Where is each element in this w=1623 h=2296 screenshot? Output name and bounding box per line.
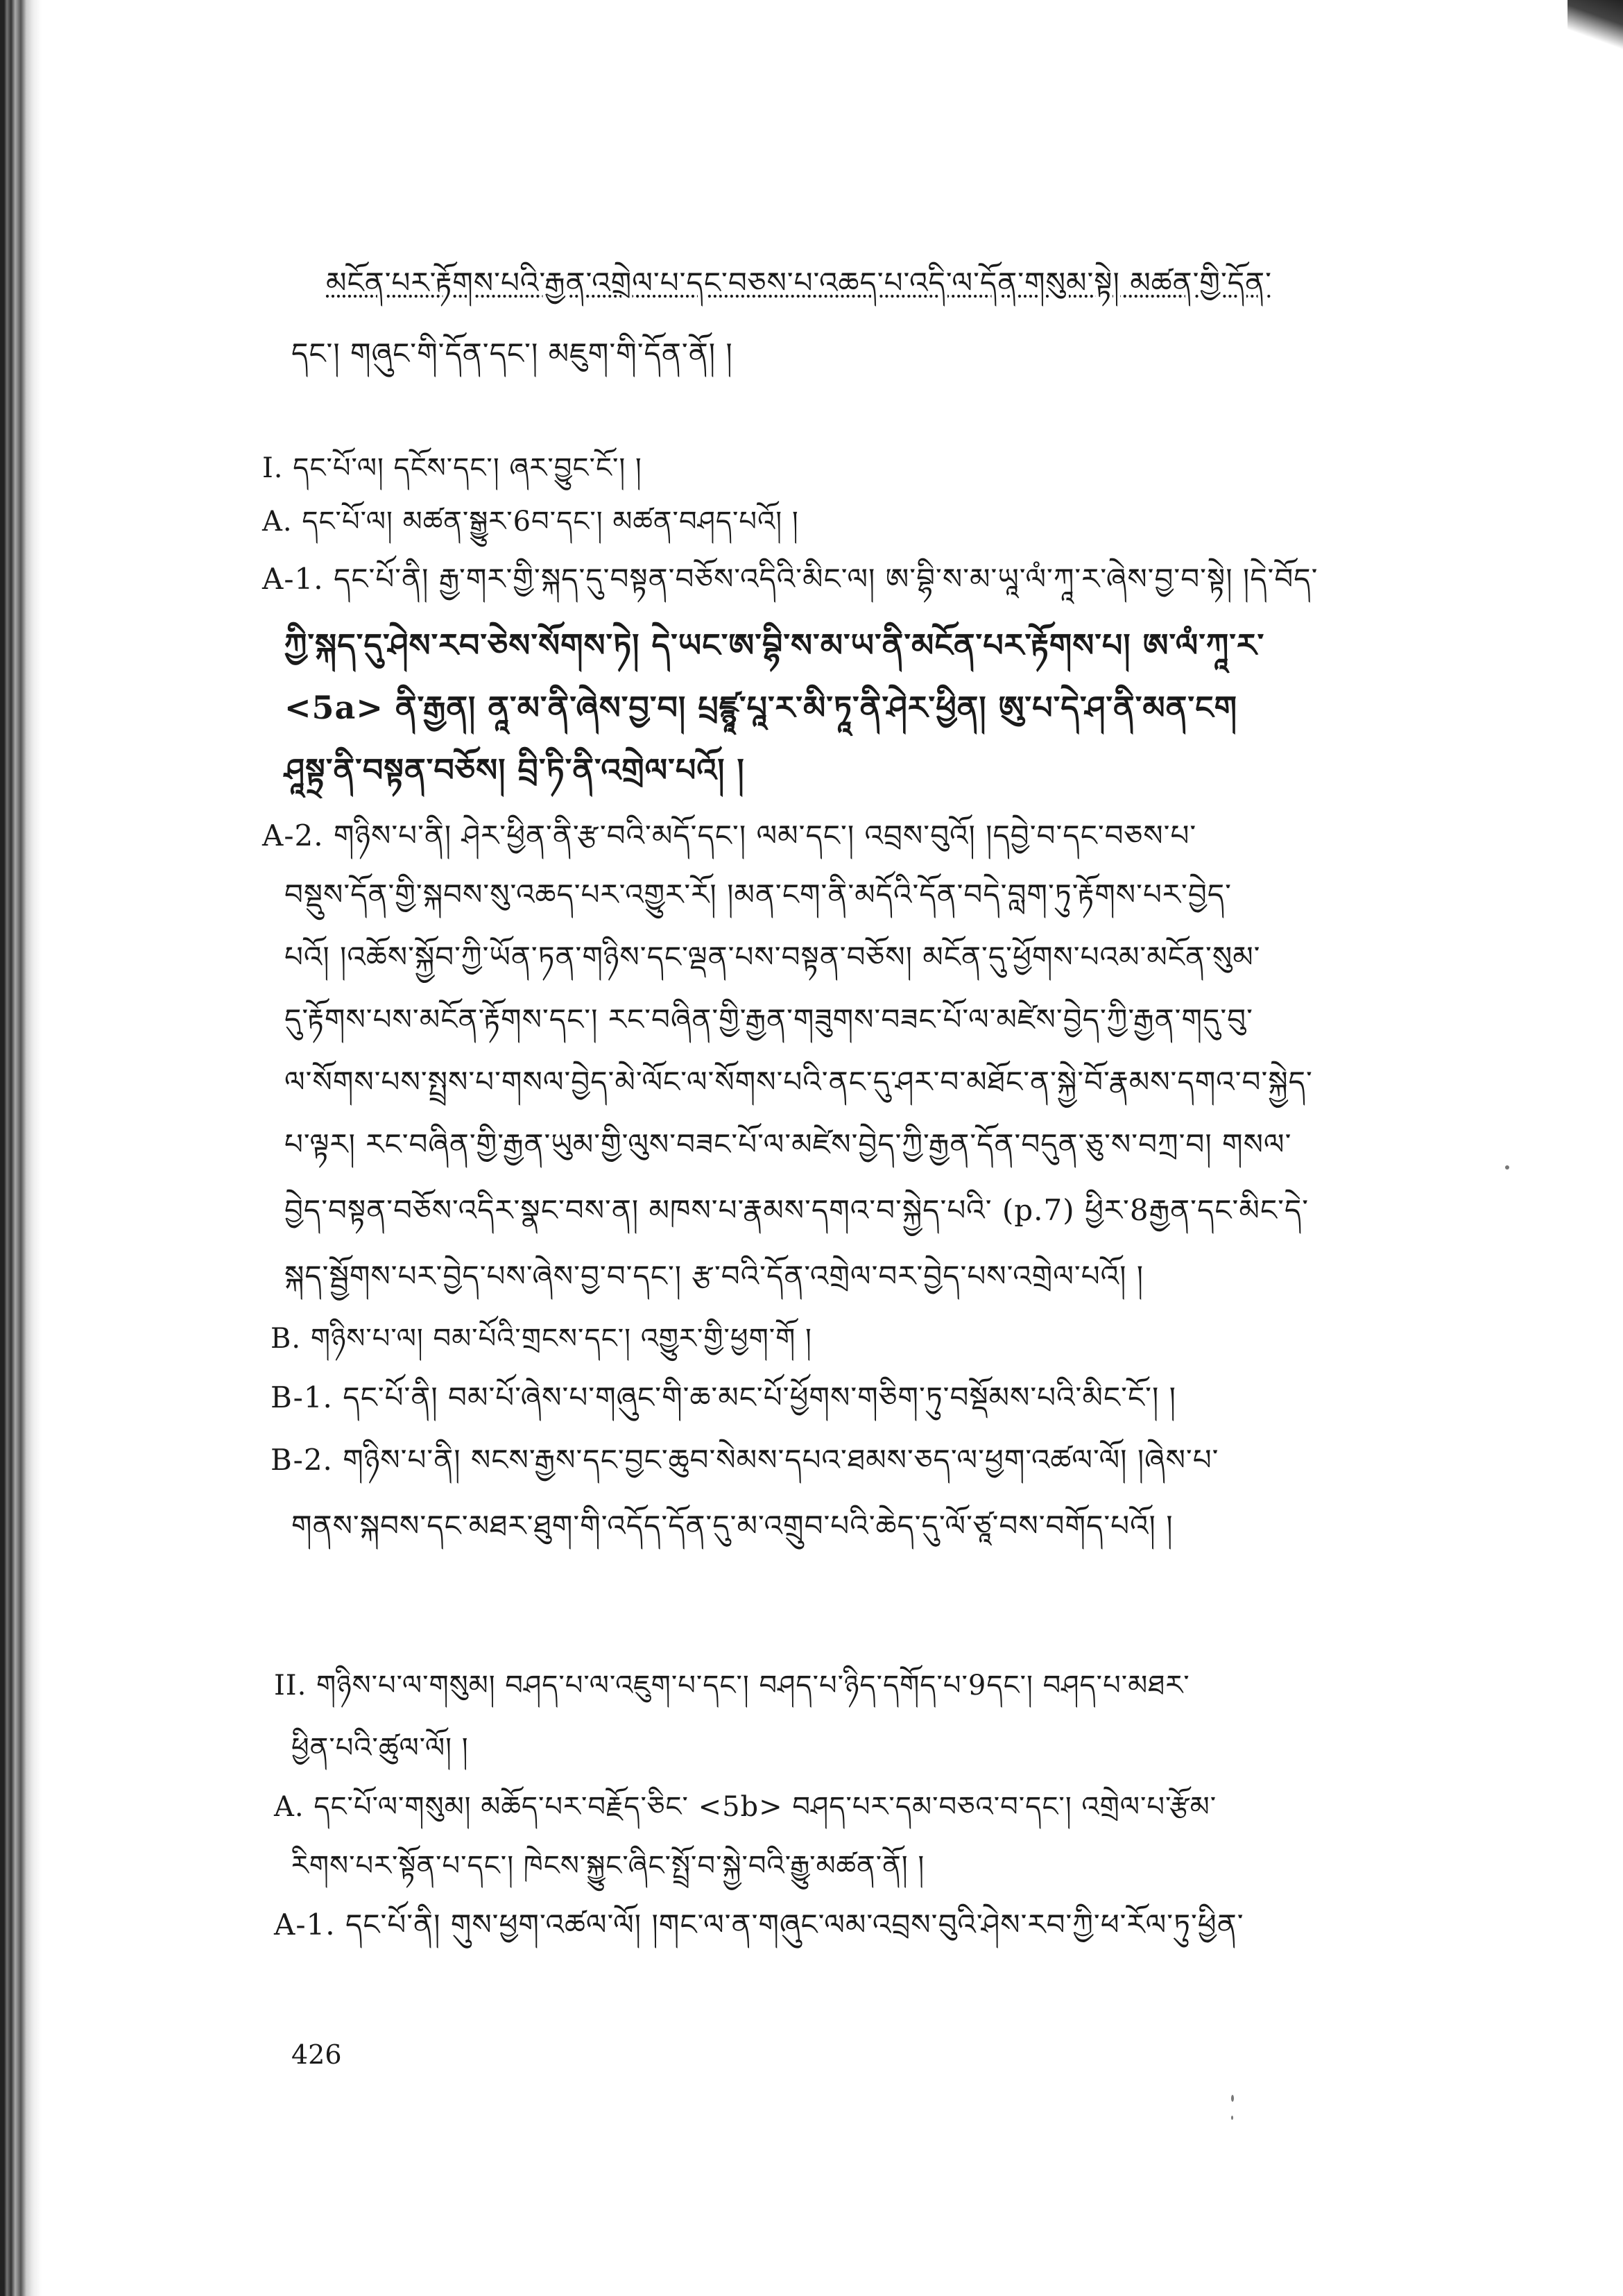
section-1-a2-line: པའོ། །འཆོས་སྐྱོབ་ཀྱི་ཡོན་ཏན་གཉིས་དང་ལྡན་པས་བསྟན་བཅོས། མངོན་དུ་ཕྱོགས་པའམ་མངོན་སུམ་ bbox=[284, 940, 1261, 974]
section-1-b1-line: B-1. དང་པོ་ནི། བམ་པོ་ཞེས་པ་གཞུང་གི་ཆ་མང་པོ་ཕྱོགས་གཅིག་ཏུ་བསྡོམས་པའི་མིང་ངོ་། ། bbox=[270, 1380, 1176, 1414]
section-1-b2-line: B-2. གཉིས་པ་ནི། སངས་རྒྱས་དང་བྱང་ཆུབ་སེམས་དཔའ་ཐམས་ཅད་ལ་ཕྱག་འཚལ་ལོ། །ཞེས་པ་ bbox=[270, 1443, 1219, 1477]
section-2-heading: II. གཉིས་པ་ལ་གསུམ། བཤད་པ་ལ་འཇུག་པ་དང་། བཤད་པ་ཉིད་དགོད་པ་9དང་། བཤད་པ་མཐར་ bbox=[274, 1670, 1190, 1702]
section-1-heading: I. དང་པོ་ལ། དངོས་དང་། ཞར་བྱུང་ངོ་། ། bbox=[262, 452, 642, 484]
page-number: 426 bbox=[291, 2039, 342, 2070]
section-1-a2-line: དུ་རྟོགས་པས་མངོན་རྟོགས་དང་། རང་བཞིན་གྱི་རྒྱན་གཟུགས་བཟང་པོ་ལ་མཛེས་བྱེད་ཀྱི་རྒྱན་གདུ་བུ་ bbox=[284, 1002, 1253, 1036]
section-1-a-heading: A. དང་པོ་ལ། མཚན་སྒྱུར་6བ་དང་། མཚན་བཤད་པའོ། ། bbox=[262, 506, 799, 538]
section-1-b-heading: B. གཉིས་པ་ལ། བམ་པོའི་གྲངས་དང་། འགྱུར་གྱི་ཕྱག་གོ ། bbox=[270, 1323, 812, 1355]
section-1-a2-line: བསྡུས་དོན་གྱི་སྐབས་སུ་འཆད་པར་འགྱུར་རོ། །མན་ངག་ནི་མདོའི་དོན་བདེ་བླག་ཏུ་རྟོགས་པར་བྱེད་ bbox=[284, 877, 1232, 911]
scan-speck bbox=[1231, 2095, 1234, 2102]
section-1-a2-line: བྱེད་བསྟན་བཅོས་འདིར་སྣང་བས་ན། མཁས་པ་རྣམས་དགའ་བ་སྐྱེད་པའི་ (p.7) ཕྱིར་8རྒྱན་དང་མིང་དེ་ bbox=[284, 1193, 1309, 1227]
section-2-a-heading: རིགས་པར་སྟོན་པ་དང་། ཁེངས་སྐྱུང་ཞིང་སྤྲོ་བ་སྐྱེ་བའི་རྒྱུ་མཚན་ནོ། ། bbox=[291, 1850, 925, 1882]
section-1-a2-line: ལ་སོགས་པས་སྤྲས་པ་གསལ་བྱེད་མེ་ལོང་ལ་སོགས་པའི་ནང་དུ་ཤར་བ་མཐོང་ན་སྐྱེ་བོ་རྣམས་དགའ་བ་སྐྱེད་ bbox=[284, 1065, 1313, 1099]
scan-speck bbox=[1505, 1165, 1509, 1170]
scan-speck bbox=[1231, 2116, 1233, 2120]
section-2-heading: ཕྱིན་པའི་ཚུལ་ལོ། ། bbox=[291, 1732, 469, 1764]
section-1-b2-line: གནས་སྐབས་དང་མཐར་ཐུག་གི་འདོད་དོན་དུ་མ་འགྲུབ་པའི་ཆེད་དུ་ལོ་ཙཱ་བས་བགོད་པའོ། ། bbox=[291, 1509, 1174, 1543]
section-1-a1-line: A-1. དང་པོ་ནི། རྒྱ་གར་གྱི་སྐད་དུ་བསྟན་བཅོས་འདིའི་མིང་ལ། ཨ་བྷི་ས་མ་ཡཱ་ལཾ་ཀཱ་ར་ཞེས་བྱ་བ་སྟེ། །དེ་བོད་ bbox=[262, 562, 1319, 596]
section-1-a1-line: ཤཱསྟྲ་ནི་བསྟན་བཅོས། བྲི་ཏི་ནི་འགྲེལ་པའོ། ། bbox=[284, 751, 745, 789]
intro-line-1: མངོན་པར་རྟོགས་པའི་རྒྱན་འགྲེལ་པ་དང་བཅས་པ་འཆད་པ་འདི་ལ་དོན་གསུམ་སྟེ། མཚན་གྱི་དོན་ bbox=[326, 266, 1272, 300]
section-1-a2-line: པ་ལྟར། རང་བཞིན་གྱི་རྒྱན་ཡུམ་གྱི་ལུས་བཟང་པོ་ལ་མཛེས་བྱེད་ཀྱི་རྒྱན་དོན་བདུན་ཅུ་ས་བཀྲ་བ། གསལ་ bbox=[284, 1127, 1292, 1161]
section-1-a1-line: <5a> ནི་རྒྱན། ནཱ་མ་ནི་ཞེས་བྱ་བ། པྲཛྙཱ་པཱ་ར་མི་ཏཱ་ནི་ཤེར་ཕྱིན། ཨུ་པ་དེ་ཤ་ནི་མན་ངག bbox=[284, 689, 1237, 726]
section-2-a1-line: A-1. དང་པོ་ནི། གུས་ཕྱག་འཚལ་ལོ། །གང་ལ་ན་གཞུང་ལམ་འབྲས་བུའི་ཤེས་རབ་ཀྱི་ཕ་རོལ་ཏུ་ཕྱིན་ bbox=[274, 1908, 1244, 1942]
section-2-a-heading: A. དང་པོ་ལ་གསུམ། མཆོད་པར་བརྗོད་ཅིང་ <5b> བཤད་པར་དམ་བཅའ་བ་དང་། འགྲེལ་པ་རྩོམ་ bbox=[274, 1791, 1217, 1823]
section-1-a2-line: A-2. གཉིས་པ་ནི། ཤེར་ཕྱིན་ནི་རྩ་བའི་མདོ་དང་། ལམ་དང་། འབྲས་བུའོ། །དབྱེ་བ་དང་བཅས་པ་ bbox=[262, 819, 1197, 853]
intro-line-2: དང་། གཞུང་གི་དོན་དང་། མཇུག་གི་དོན་ནོ། ། bbox=[291, 336, 733, 370]
section-1-a2-line: སྐད་སྦྱོགས་པར་བྱེད་པས་ཞེས་བྱ་བ་དང་། རྩ་བའི་དོན་འགྲེལ་བར་བྱེད་པས་འགྲེལ་པའོ། ། bbox=[284, 1259, 1144, 1293]
section-1-a1-line: ཀྱི་སྐད་དུ་ཤེས་རབ་ཅེས་སོགས་ཏེ། དེ་ཡང་ཨ་བྷི་ས་མ་ཡ་ནི་མངོན་པར་རྟོགས་པ། ཨ་ལཾ་ཀཱ་ར་ bbox=[284, 626, 1265, 664]
